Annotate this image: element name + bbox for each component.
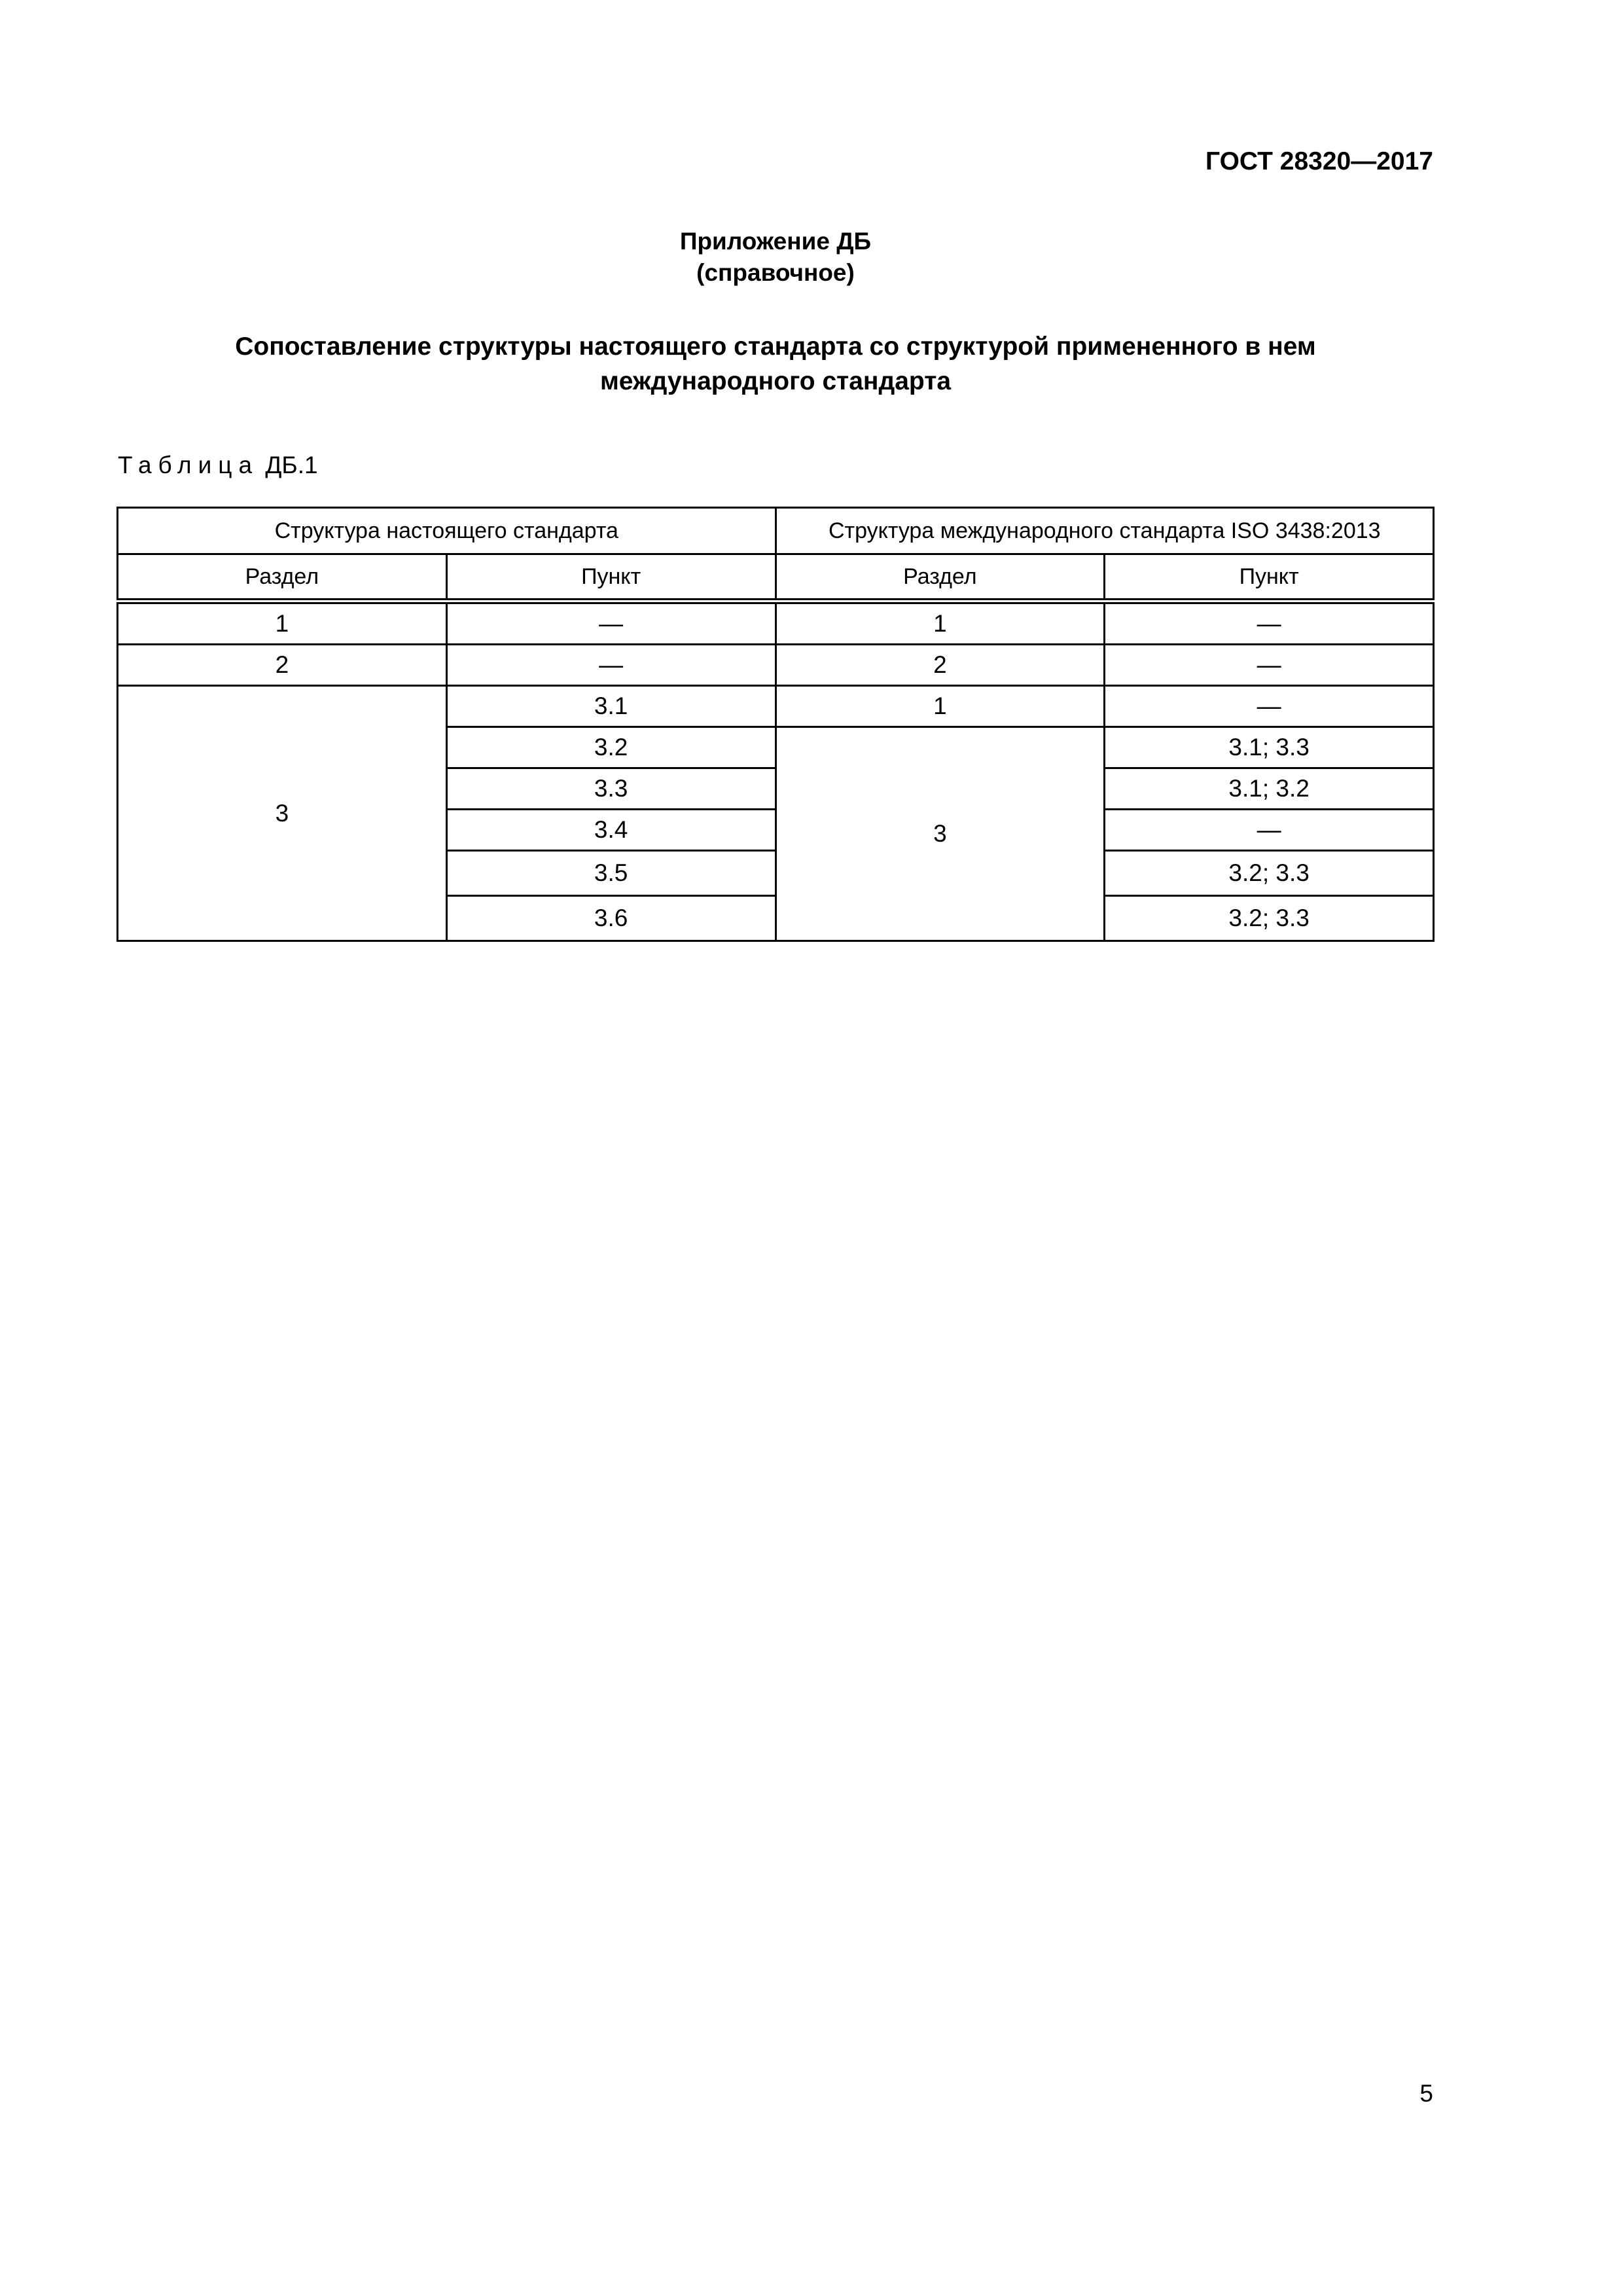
cell-national-section: 2 (118, 645, 447, 686)
column-header-intl-clause: Пункт (1105, 554, 1434, 601)
cell-national-clause: 3.6 (446, 896, 776, 941)
cell-intl-clause: — (1105, 686, 1434, 727)
section-heading-line-2: международного стандарта (599, 367, 952, 395)
table-row (118, 686, 1434, 727)
table-caption-number: ДБ.1 (265, 452, 318, 478)
cell-intl-clause: 3.2; 3.3 (1105, 896, 1434, 941)
annex-title: Приложение ДБ (679, 228, 872, 255)
document-code: ГОСТ 28320—2017 (1205, 147, 1433, 175)
cell-intl-clause: — (1105, 601, 1434, 645)
cell-national-clause: 3.2 (446, 727, 776, 768)
cell-national-clause: 3.4 (446, 810, 776, 851)
cell-national-section: 3 (118, 686, 447, 941)
cell-intl-section: 1 (776, 686, 1105, 727)
group-header-national: Структура настоящего стандарта (118, 508, 776, 554)
cell-national-clause: 3.5 (446, 851, 776, 896)
cell-intl-section: 3 (776, 727, 1105, 941)
cell-national-section: 1 (118, 601, 447, 645)
group-header-international: Структура международного стандарта ISO 3438:2013 (776, 508, 1434, 554)
cell-intl-clause: — (1105, 810, 1434, 851)
structure-comparison-table (116, 507, 1435, 942)
cell-intl-clause: 3.2; 3.3 (1105, 851, 1434, 896)
cell-national-clause: 3.3 (446, 768, 776, 810)
cell-intl-clause: 3.1; 3.2 (1105, 768, 1434, 810)
cell-intl-section: 1 (776, 601, 1105, 645)
column-header-national-section: Раздел (118, 554, 447, 601)
column-header-national-clause: Пункт (446, 554, 776, 601)
column-header-intl-section: Раздел (776, 554, 1105, 601)
cell-national-clause: — (446, 601, 776, 645)
table-caption (118, 452, 318, 479)
cell-intl-clause: — (1105, 645, 1434, 686)
cell-national-clause: 3.1 (446, 686, 776, 727)
table-column-header-row (118, 554, 1434, 601)
section-heading-line-1: Сопоставление структуры настоящего стандарта со структурой примененного в нем (235, 332, 1316, 361)
table-row (118, 645, 1434, 686)
cell-intl-clause: 3.1; 3.3 (1105, 727, 1434, 768)
cell-national-clause: — (446, 645, 776, 686)
table-row (118, 601, 1434, 645)
section-heading (118, 329, 1433, 399)
table-group-header-row (118, 508, 1434, 554)
annex-heading (0, 226, 1551, 289)
page-number: 5 (1419, 2080, 1433, 2107)
cell-intl-section: 2 (776, 645, 1105, 686)
table-caption-word: Таблица (118, 452, 259, 478)
annex-subtitle: (справочное) (696, 259, 855, 286)
